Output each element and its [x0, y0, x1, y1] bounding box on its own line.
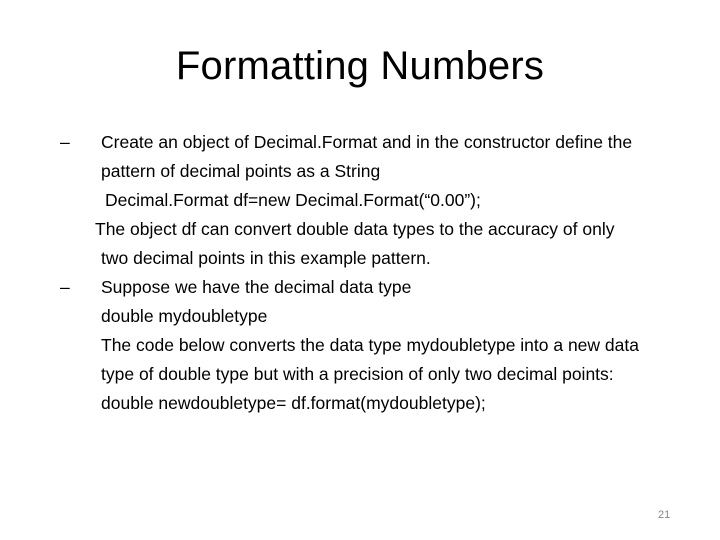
bullet-line: The code below converts the data type mydoubletype into a new data: [101, 335, 639, 355]
bullet-line: Suppose we have the decimal data type: [101, 277, 412, 297]
bullet-dash: –: [60, 132, 70, 152]
bullet-line: two decimal points in this example pattern.: [101, 248, 431, 268]
code-line: double mydoubletype: [101, 306, 268, 326]
bullet-line: Create an object of Decimal.Format and in the constructor define the: [101, 132, 633, 152]
bullet-dash: –: [60, 277, 70, 297]
bullet-line: pattern of decimal points as a String: [101, 161, 381, 181]
code-line: double newdoubletype= df.format(mydoubletype);: [101, 393, 486, 413]
bullet-line: The object df can convert double data types to the accuracy of only: [95, 219, 615, 239]
slide-number: 21: [658, 509, 671, 521]
bullet-line: type of double type but with a precision of only two decimal points:: [101, 364, 614, 384]
code-line: Decimal.Format df=new Decimal.Format(“0.00”);: [105, 190, 481, 210]
slide-title: Formatting Numbers: [175, 44, 545, 88]
